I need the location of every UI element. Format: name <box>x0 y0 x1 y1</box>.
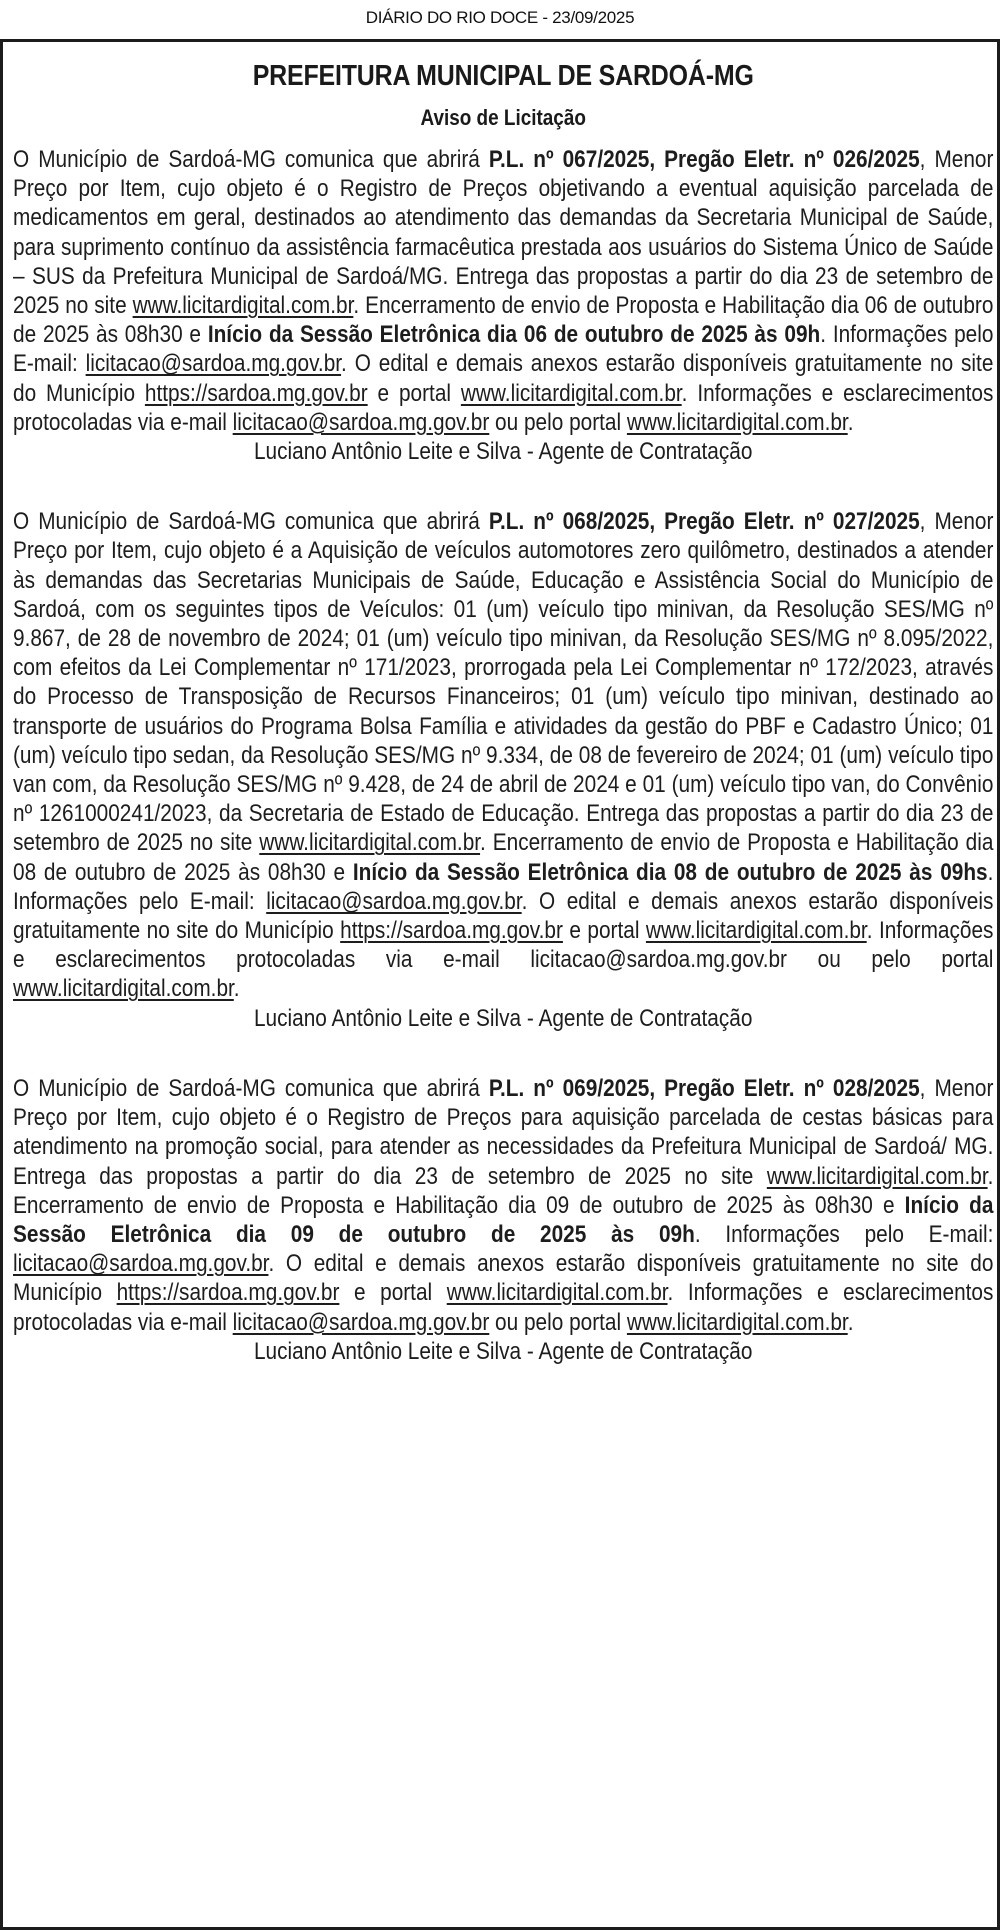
notice-deadline: . Encerramento de envio de Proposta e Habilitação dia 09 de outubro de 2025 às 08h30 e <box>13 1162 994 1219</box>
notice-end: . <box>847 1308 854 1336</box>
notice-portal-text: e portal <box>339 1279 447 1307</box>
notice-paragraph-3 <box>13 1074 993 1337</box>
licitardigital-link[interactable]: www.licitardigital.com.br <box>626 1308 848 1336</box>
licitardigital-link[interactable]: www.licitardigital.com.br <box>766 1162 988 1190</box>
notice-paragraph-1 <box>13 145 993 437</box>
notice-paragraph-2 <box>13 507 993 1003</box>
notice-deadline: . Encerramento de envio de Proposta e Habilitação dia 08 de outubro de 2025 às 08h30 e <box>13 829 994 886</box>
email-link[interactable]: licitacao@sardoa.mg.gov.br <box>232 1308 490 1336</box>
notice-end: . <box>847 408 854 436</box>
notice-or-portal-text: ou pelo portal <box>489 1308 627 1336</box>
notice-frame <box>0 39 1000 1930</box>
process-number: P.L. nº 068/2025, Pregão Eletr. nº 027/2025 <box>488 508 920 536</box>
licitardigital-link[interactable]: www.licitardigital.com.br <box>132 292 354 320</box>
notice-edital-text: . O edital e demais anexos estarão disponíveis gratuitamente no site do Município <box>13 350 994 407</box>
notice-body: , Menor Preço por Item, cujo objeto é o Registro de Preços objetivando a eventual aquisição parcelada de medicamentos em geral, destinados ao atendimento das demandas da Secretaria Municipal de Saúde, para suprimento contínuo da assistência farmacêutica prestada aos usuários do Sistema Único de Saúde – SUS da Prefeitura Municipal de Sardoá/MG. Entrega das propostas a partir do dia 23 de setembro de 2025 no site <box>13 146 994 320</box>
notice-end: . <box>233 975 240 1003</box>
notice-clarify-text: . Informações e esclarecimentos protocoladas via e-mail <box>13 917 994 974</box>
signature: Luciano Antônio Leite e Silva - Agente de Contratação <box>253 438 753 466</box>
licitardigital-link[interactable]: www.licitardigital.com.br <box>626 408 848 436</box>
notice-clarify-text: . Informações e esclarecimentos protocoladas via e-mail <box>13 379 994 436</box>
process-number: P.L. nº 069/2025, Pregão Eletr. nº 028/2025 <box>488 1074 920 1102</box>
municipio-site-link[interactable]: https://sardoa.mg.gov.br <box>340 917 563 945</box>
notice-clarify-text: . Informações e esclarecimentos protocoladas via e-mail <box>13 1279 994 1336</box>
licitardigital-link[interactable]: www.licitardigital.com.br <box>259 829 481 857</box>
session-start: Início da Sessão Eletrônica dia 09 de outubro de 2025 às 09h <box>13 1191 994 1248</box>
notice-portal-text: e portal <box>367 379 461 407</box>
licitardigital-link[interactable]: www.licitardigital.com.br <box>460 379 682 407</box>
newspaper-masthead: DIÁRIO DO RIO DOCE - 23/09/2025 <box>365 8 635 27</box>
licitardigital-link[interactable]: www.licitardigital.com.br <box>645 917 867 945</box>
email-link[interactable]: licitacao@sardoa.mg.gov.br <box>266 887 522 915</box>
notice-subtitle: Aviso de Licitação <box>420 105 586 130</box>
notice-intro: O Município de Sardoá-MG comunica que abrirá <box>13 508 489 536</box>
notice-edital-text: . O edital e demais anexos estarão disponíveis gratuitamente no site do Município <box>13 1250 994 1307</box>
notice-or-portal-text: ou pelo portal <box>489 408 627 436</box>
email-text-plain: licitacao@sardoa.mg.gov.br <box>530 946 787 974</box>
notice-info-text: . Informações pelo E-mail: <box>13 858 994 915</box>
process-number: P.L. nº 067/2025, Pregão Eletr. nº 026/2025 <box>488 146 920 173</box>
municipio-site-link[interactable]: https://sardoa.mg.gov.br <box>116 1279 340 1307</box>
notice-info-text: . Informações pelo E-mail: <box>694 1220 994 1248</box>
notice-edital-text: . O edital e demais anexos estarão disponíveis gratuitamente no site do Município <box>13 887 994 945</box>
notice-info-text: . Informações pelo E-mail: <box>13 321 994 378</box>
session-start: Início da Sessão Eletrônica dia 06 de outubro de 2025 às 09h <box>207 321 821 349</box>
signature: Luciano Antônio Leite e Silva - Agente de Contratação <box>253 1004 753 1032</box>
municipio-site-link[interactable]: https://sardoa.mg.gov.br <box>144 379 368 407</box>
notice-body: , Menor Preço por Item, cujo objeto é a Aquisição de veículos automotores zero quilômetro, destinados a atender às demandas das Secretarias Municipais de Saúde, Educação e Assistência Social do Município de Sardoá, com os seguintes tipos de Veículos: 01 (um) veículo tipo minivan, da Resolução SES/MG nº 9.867, de 28 de novembro de 2024; 01 (um) veículo tipo minivan, da Resolução SES/MG nº 8.095/2022, com efeitos da Lei Complementar nº 171/2023, prorrogada pela Lei Complementar nº 172/2023, através do Processo de Transposição de Recursos Financeiros; 01 (um) veículo tipo minivan, destinado ao transporte de usuários do Programa Bolsa Família e atividades da gestão do PBF e Cadastro Único; 01 (um) veículo tipo sedan, da Resolução SES/MG nº 9.334, de 08 de fevereiro de 2024; 01 (um) veículo tipo van com, da Resolução SES/MG nº 9.428, de 24 de abril de 2024 e 01 (um) veículo tipo van, do Convênio nº 1261000241/2023, da Secretaria de Estado de Educação. Entrega das propostas a partir do dia 23 de setembro de 2025 no site <box>13 508 994 857</box>
email-link[interactable]: licitacao@sardoa.mg.gov.br <box>85 350 342 378</box>
notice-intro: O Município de Sardoá-MG comunica que abrirá <box>13 1074 489 1102</box>
notice-body: , Menor Preço por Item, cujo objeto é o Registro de Preços para aquisição parcelada de cestas básicas para atendimento na promoção social, para atender as necessidades da Prefeitura Municipal de Sardoá/ MG. Entrega das propostas a partir do dia 23 de setembro de 2025 no site <box>13 1074 994 1190</box>
licitardigital-link[interactable]: www.licitardigital.com.br <box>446 1279 668 1307</box>
page-title: PREFEITURA MUNICIPAL DE SARDOÁ-MG <box>252 60 754 92</box>
notice-portal-text: e portal <box>562 917 646 945</box>
notice-deadline: . Encerramento de envio de Proposta e Habilitação dia 06 de outubro de 2025 às 08h30 e <box>13 292 994 349</box>
licitardigital-link[interactable]: www.licitardigital.com.br <box>13 975 234 1003</box>
signature: Luciano Antônio Leite e Silva - Agente de Contratação <box>253 1337 753 1365</box>
email-link[interactable]: licitacao@sardoa.mg.gov.br <box>232 408 490 436</box>
notice-or-portal-text: ou pelo portal <box>786 946 994 974</box>
session-start: Início da Sessão Eletrônica dia 08 de outubro de 2025 às 09hs <box>352 858 988 886</box>
notice-content <box>13 42 993 1366</box>
notice-intro: O Município de Sardoá-MG comunica que abrirá <box>13 146 489 173</box>
email-link[interactable]: licitacao@sardoa.mg.gov.br <box>13 1250 269 1278</box>
